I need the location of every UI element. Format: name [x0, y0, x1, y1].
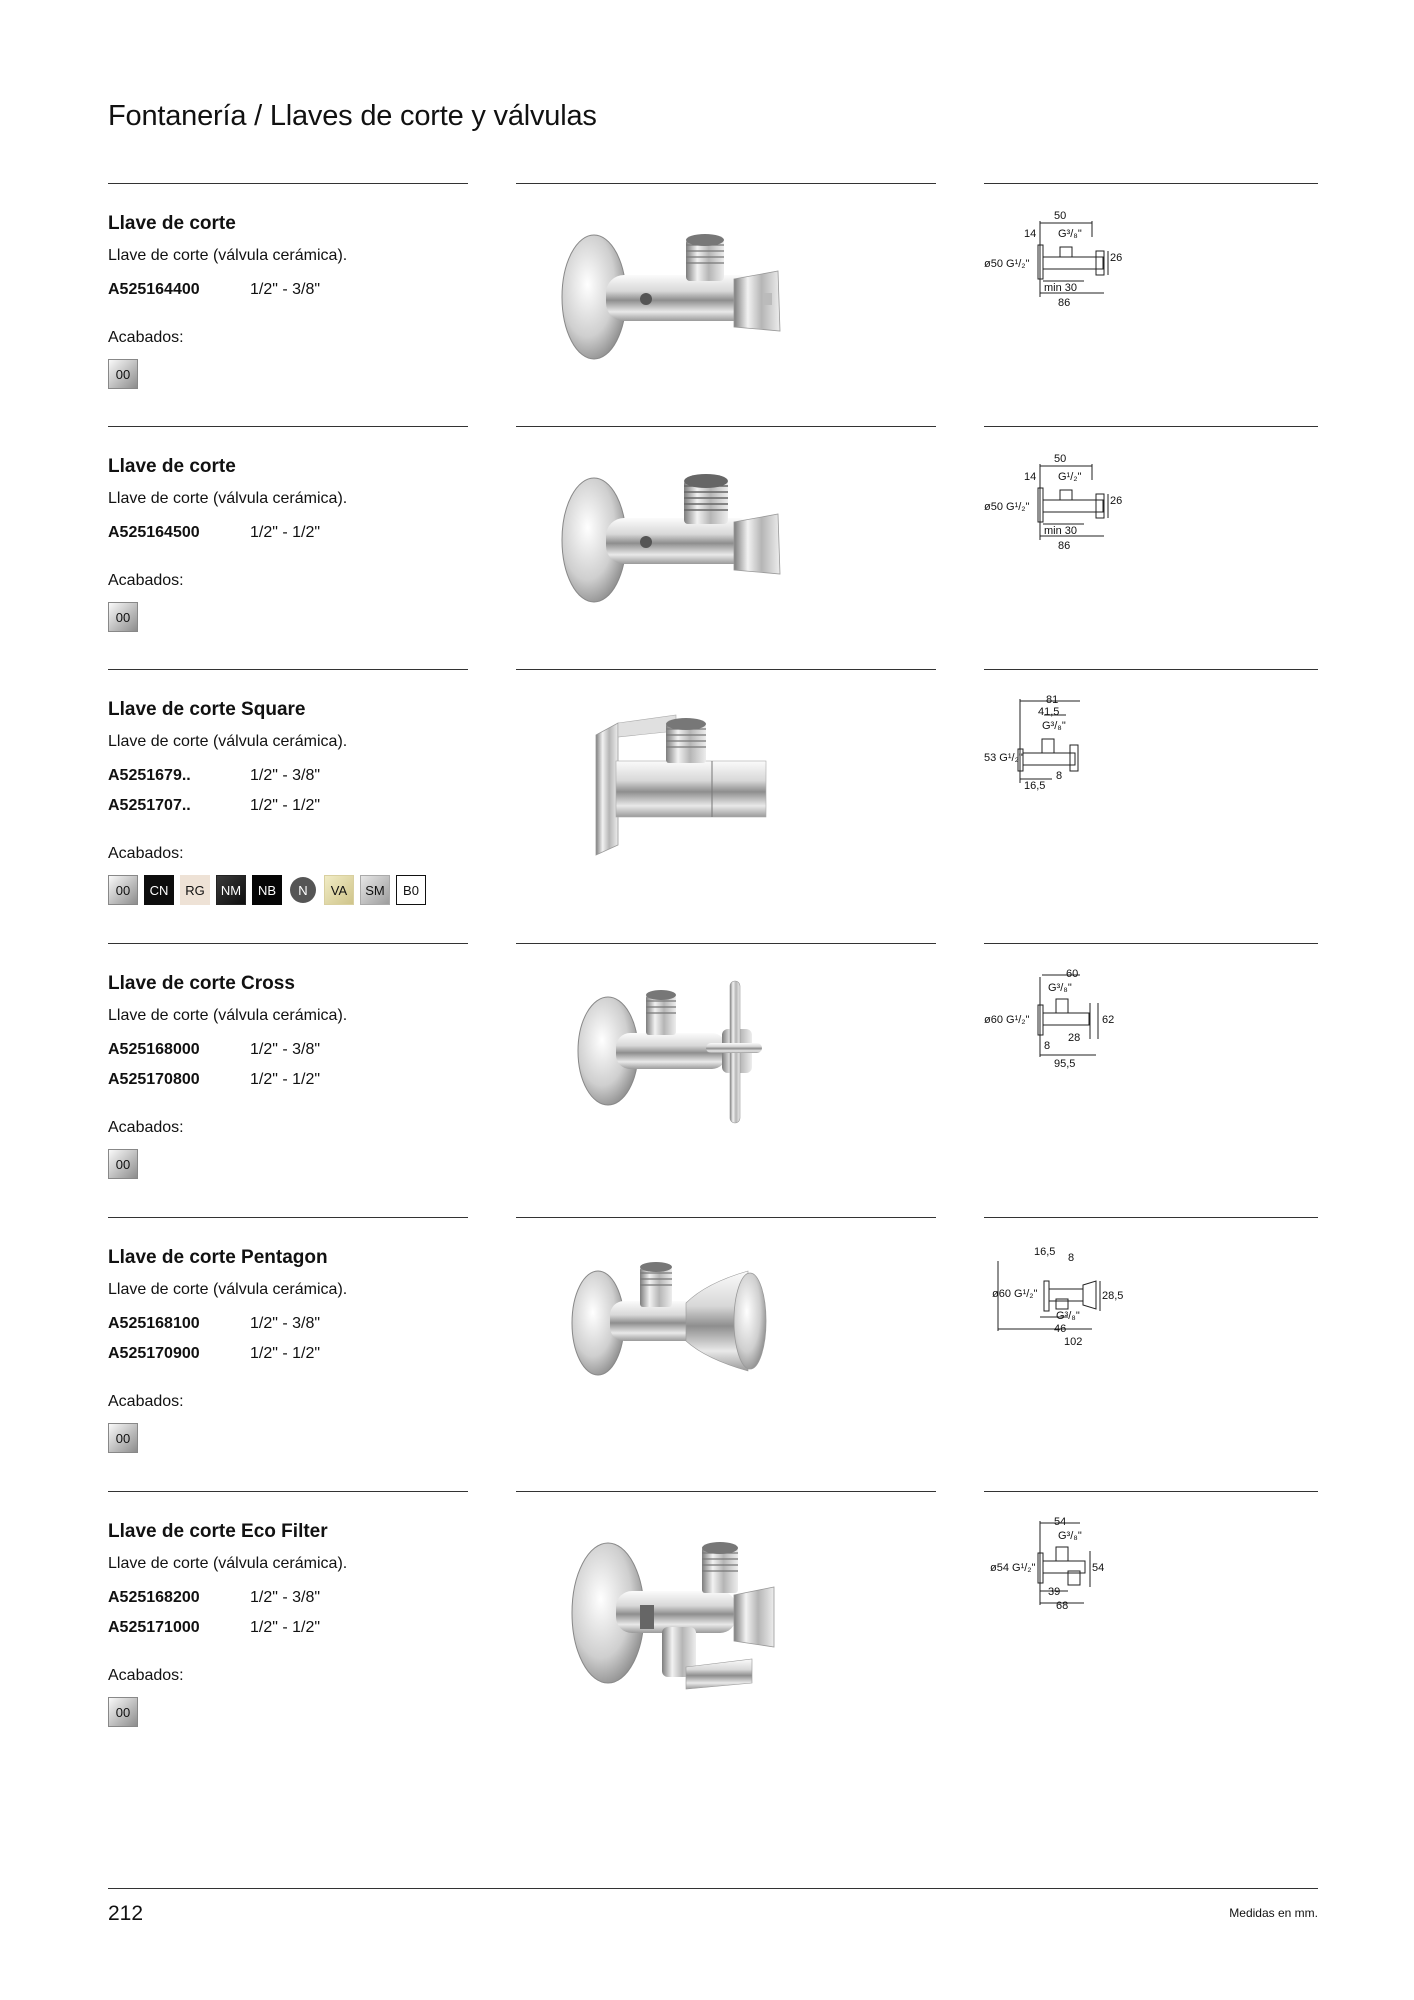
page-number: 212: [108, 1902, 144, 1925]
product-photo: [516, 209, 856, 379]
finish-swatch-00: 00: [108, 1149, 138, 1179]
dimension-label: 14: [1024, 471, 1037, 483]
dimension-label: 81: [1046, 694, 1059, 706]
product-title: Llave de corte Pentagon: [108, 1247, 328, 1268]
product-description: Llave de corte (válvula cerámica).: [108, 1007, 348, 1024]
product-description: Llave de corte (válvula cerámica).: [108, 733, 348, 750]
product-description: Llave de corte (válvula cerámica).: [108, 247, 348, 264]
dimension-label: ø50 G¹/₂": [984, 501, 1030, 513]
finishes-label: Acabados:: [108, 1667, 184, 1684]
section-rule: [516, 426, 936, 427]
finish-swatches: [108, 1149, 138, 1179]
dimension-label: 86: [1058, 540, 1071, 552]
finishes-label: Acabados:: [108, 1393, 184, 1410]
measurements-note: Medidas en mm.: [1229, 1906, 1318, 1920]
section-rule: [516, 1217, 936, 1218]
connection-size: 1/2" - 1/2": [250, 1071, 321, 1088]
finishes-label: Acabados:: [108, 572, 184, 589]
dimension-label: 102: [1064, 1336, 1083, 1348]
dimension-label: 54: [1092, 1562, 1105, 1574]
dimension-label: 46: [1054, 1323, 1067, 1335]
product-photo: [516, 1517, 856, 1717]
finish-swatch-00: 00: [108, 602, 138, 632]
dimension-label: 26: [1110, 495, 1123, 507]
product-code: A5251679..: [108, 767, 191, 784]
product-code: A525168000: [108, 1041, 200, 1058]
finish-swatch-va: VA: [324, 875, 354, 905]
dimension-label: 41,5: [1038, 706, 1060, 718]
dimension-label: 62: [1102, 1014, 1115, 1026]
dimension-label: ø60 G¹/₂": [984, 1014, 1030, 1026]
connection-size: 1/2" - 1/2": [250, 524, 321, 541]
section-rule: [108, 183, 468, 184]
dimension-label: G³/₈": [1042, 720, 1066, 732]
finishes-label: Acabados:: [108, 1119, 184, 1136]
product-photo: [516, 695, 856, 865]
dimension-label: 39: [1048, 1586, 1061, 1598]
section-rule: [984, 1217, 1318, 1218]
section-rule: [984, 669, 1318, 670]
section-rule: [108, 426, 468, 427]
dimension-label: min 30: [1044, 282, 1078, 294]
section-rule: [108, 669, 468, 670]
product-section-cross: [0, 943, 1414, 1213]
dimension-label: 53 G¹/₂": [984, 752, 1023, 764]
technical-drawing: [984, 1515, 1124, 1625]
technical-drawing: [984, 1241, 1124, 1351]
finishes-label: Acabados:: [108, 845, 184, 862]
section-rule: [516, 943, 936, 944]
section-rule: [108, 1491, 468, 1492]
finish-swatch-00: 00: [108, 875, 138, 905]
product-title: Llave de corte Cross: [108, 973, 295, 994]
product-section-eco-filter: [0, 1491, 1414, 1761]
finish-swatches: [108, 1697, 138, 1727]
finish-swatches: [108, 1423, 138, 1453]
section-rule: [516, 183, 936, 184]
connection-size: 1/2" - 1/2": [250, 1345, 321, 1362]
finish-swatch-00: 00: [108, 1697, 138, 1727]
finish-swatches: [108, 875, 426, 905]
finish-swatches: [108, 602, 138, 632]
dimension-label: 8: [1044, 1040, 1051, 1052]
dimension-label: G³/₈": [1058, 1530, 1082, 1542]
dimension-label: 95,5: [1054, 1058, 1076, 1070]
dimension-label: 8: [1056, 770, 1063, 782]
product-section-square: [0, 669, 1414, 939]
finish-swatch-00: 00: [108, 1423, 138, 1453]
product-code: A5251707..: [108, 797, 191, 814]
finish-swatch-b0: B0: [396, 875, 426, 905]
connection-size: 1/2" - 3/8": [250, 1315, 321, 1332]
dimension-label: 54: [1054, 1516, 1067, 1528]
dimension-label: G³/₈": [1056, 1310, 1080, 1322]
product-section-pentagon: [0, 1217, 1414, 1487]
dimension-label: ø60 G¹/₂": [992, 1288, 1038, 1300]
dimension-label: 8: [1068, 1252, 1075, 1264]
section-rule: [984, 943, 1318, 944]
finish-swatch-n-label: N: [290, 877, 316, 903]
product-title: Llave de corte: [108, 213, 236, 234]
product-code: A525170800: [108, 1071, 200, 1088]
connection-size: 1/2" - 3/8": [250, 281, 321, 298]
connection-size: 1/2" - 3/8": [250, 767, 321, 784]
product-code: A525164500: [108, 524, 200, 541]
connection-size: 1/2" - 3/8": [250, 1589, 321, 1606]
finish-swatch-nm: NM: [216, 875, 246, 905]
dimension-label: 16,5: [1034, 1246, 1056, 1258]
product-description: Llave de corte (válvula cerámica).: [108, 490, 348, 507]
dimension-label: 68: [1056, 1600, 1069, 1612]
technical-drawing: [984, 207, 1124, 317]
section-rule: [984, 426, 1318, 427]
dimension-label: G³/₈": [1058, 228, 1082, 240]
finish-swatch-rg: RG: [180, 875, 210, 905]
connection-size: 1/2" - 3/8": [250, 1041, 321, 1058]
finishes-label: Acabados:: [108, 329, 184, 346]
product-title: Llave de corte Square: [108, 699, 306, 720]
product-code: A525164400: [108, 281, 200, 298]
dimension-label: 50: [1054, 210, 1067, 222]
finish-swatch-00: 00: [108, 359, 138, 389]
connection-size: 1/2" - 1/2": [250, 797, 321, 814]
section-rule: [108, 943, 468, 944]
technical-drawing: [984, 693, 1124, 803]
product-description: Llave de corte (válvula cerámica).: [108, 1555, 348, 1572]
footer-rule: [108, 1888, 1318, 1889]
product-title: Llave de corte: [108, 456, 236, 477]
product-section-llave-de-corte-2: [0, 426, 1414, 696]
page-title: Fontanería / Llaves de corte y válvulas: [108, 100, 597, 132]
finish-swatch-cn: CN: [144, 875, 174, 905]
technical-drawing: [984, 450, 1124, 560]
section-rule: [516, 1491, 936, 1492]
dimension-label: G¹/₂": [1058, 471, 1082, 483]
product-photo: [516, 1243, 856, 1413]
product-section-llave-de-corte-1: [0, 183, 1414, 453]
finish-swatch-nb: NB: [252, 875, 282, 905]
dimension-label: 16,5: [1024, 780, 1046, 792]
finish-swatch-n: [288, 875, 318, 905]
dimension-label: ø54 G¹/₂": [990, 1562, 1036, 1574]
section-rule: [984, 183, 1318, 184]
product-code: A525168100: [108, 1315, 200, 1332]
dimension-label: 26: [1110, 252, 1123, 264]
technical-drawing: [984, 967, 1124, 1077]
dimension-label: 28: [1068, 1032, 1081, 1044]
product-code: A525168200: [108, 1589, 200, 1606]
section-rule: [108, 1217, 468, 1218]
dimension-label: 60: [1066, 968, 1079, 980]
finish-swatch-sm: SM: [360, 875, 390, 905]
product-description: Llave de corte (válvula cerámica).: [108, 1281, 348, 1298]
section-rule: [516, 669, 936, 670]
product-title: Llave de corte Eco Filter: [108, 1521, 328, 1542]
product-code: A525171000: [108, 1619, 200, 1636]
dimension-label: 50: [1054, 453, 1067, 465]
dimension-label: G³/₈": [1048, 982, 1072, 994]
finish-swatches: [108, 359, 138, 389]
connection-size: 1/2" - 1/2": [250, 1619, 321, 1636]
dimension-label: ø50 G¹/₂": [984, 258, 1030, 270]
product-photo: [516, 452, 856, 622]
product-code: A525170900: [108, 1345, 200, 1362]
dimension-label: 14: [1024, 228, 1037, 240]
dimension-label: 86: [1058, 297, 1071, 309]
product-photo: [516, 969, 856, 1139]
section-rule: [984, 1491, 1318, 1492]
dimension-label: 28,5: [1102, 1290, 1124, 1302]
dimension-label: min 30: [1044, 525, 1078, 537]
